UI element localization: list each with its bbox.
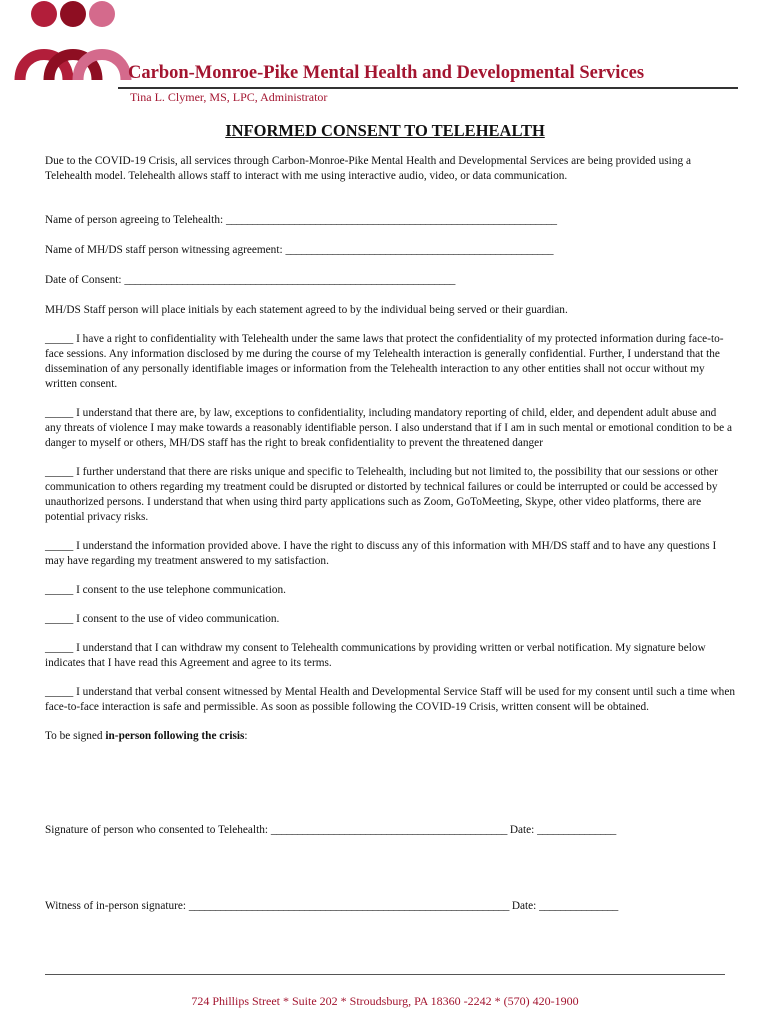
statement-video-consent [45,612,735,627]
header-divider [118,87,738,89]
initials-line[interactable]: _____ [45,584,74,596]
consent-date-label: Date of Consent: [45,274,122,286]
statement-text: I understand that I can withdraw my consent to Telehealth communications by providing written or verbal notification. My signature below indicates that I have read this Agreement and agree to its terms. [45,642,706,669]
statement-text: I understand that there are, by law, exceptions to confidentiality, including mandatory reporting of child, elder, and dependent adult abuse and any threats of violence I may make towards a reasonably identifiable person. I also understand that if I am in such mental or emotional condition to be a danger to myself or others, MH/DS staff has the right to break confidentiality to prevent the threatened danger [45,407,733,449]
statement-risks [45,465,735,525]
initials-line[interactable]: _____ [45,540,74,552]
statement-verbal-consent [45,685,735,715]
initials-line[interactable]: _____ [45,642,74,654]
witness-signature-label: Witness of in-person signature: [45,900,187,912]
statement-understanding [45,539,735,569]
witness-signature-line[interactable]: _____________________________________________________________ [188,900,510,912]
statement-confidentiality [45,332,735,392]
signing-note-emphasis: in-person following the crisis [105,730,245,742]
initials-instructions: MH/DS Staff person will place initials by each statement agreed to by the individual being served or their guardian. [45,304,568,316]
statement-text: I understand that verbal consent witnessed by Mental Health and Developmental Service Staff will be used for my consent until such a time when face-to-face interaction is safe and permissible. As soon as possible following the COVID-19 Crisis, written consent will be obtained. [45,686,735,713]
statement-text: I have a right to confidentiality with Telehealth under the same laws that protect the confidentiality of my protected information during face-to-face sessions. Any information disclosed by me during the course of my Telehealth interaction is generally confidential. Further, I understand that the dissemination of any personally identifiable images or information from the Telehealth interaction to any other entities shall not occur without my written consent. [45,333,724,390]
staff-name-label: Name of MH/DS staff person witnessing agreement: [45,244,283,256]
staff-name-field [45,243,735,258]
initials-line[interactable]: _____ [45,686,74,698]
organization-logo [14,0,132,86]
consenter-signature-line[interactable]: _____________________________________________ [270,824,508,836]
document-title: INFORMED CONSENT TO TELEHEALTH [225,121,545,140]
statement-withdraw [45,641,735,671]
consenter-signature-row [45,824,616,836]
statement-text: I further understand that there are risks unique and specific to Telehealth, including but not limited to, the possibility that our sessions or other communication to others regarding my treatment could be disrupted or distorted by technical failures or could be interrupted or could be accessed by unauthorized persons. I understand that when using third party applications such as Zoom, GoToMeeting, Skype, other video platforms, there are potential privacy risks. [45,466,718,523]
witness-signature-row [45,900,618,912]
consent-body [45,154,735,744]
witness-date-label: Date: [511,900,537,912]
consent-date-field [45,273,735,288]
administrator-line: Tina L. Clymer, MS, LPC, Administrator [130,90,328,104]
organization-name: Carbon-Monroe-Pike Mental Health and Developmental Services [128,63,645,83]
statement-exceptions [45,406,735,451]
person-name-input-line[interactable]: _______________________________________________________________ [225,214,557,226]
statement-text: I consent to the use of video communication. [76,613,280,625]
initials-line[interactable]: _____ [45,407,74,419]
footer-address: 724 Phillips Street * Suite 202 * Stroudsburg, PA 18360 -2242 * (570) 420-1900 [191,994,579,1008]
witness-date-line[interactable]: _______________ [539,900,618,912]
consenter-signature-label: Signature of person who consented to Telehealth: [45,824,268,836]
signing-note-prefix: To be signed [45,730,106,742]
statement-text: I understand the information provided above. I have the right to discuss any of this information with MH/DS staff and to have any questions I may have regarding my treatment answered to my satisfaction. [45,540,717,567]
consenter-date-label: Date: [509,824,535,836]
statement-text: I consent to the use telephone communication. [76,584,286,596]
initials-line[interactable]: _____ [45,613,74,625]
person-name-field [45,213,735,228]
signing-note [45,729,735,744]
staff-name-input-line[interactable]: ___________________________________________________ [285,244,554,256]
initials-line[interactable]: _____ [45,466,74,478]
consenter-date-line[interactable]: _______________ [537,824,616,836]
initials-line[interactable]: _____ [45,333,74,345]
footer-divider [45,974,725,975]
statement-telephone-consent [45,583,735,598]
consent-date-input-line[interactable]: _______________________________________________________________ [124,274,456,286]
signing-note-suffix: : [244,730,248,742]
intro-paragraph: Due to the COVID-19 Crisis, all services through Carbon-Monroe-Pike Mental Health and Developmental Services are being provided using a Telehealth model. Telehealth allows staff to interact with me using interactive audio, video, or data communication. [45,155,691,182]
person-name-label: Name of person agreeing to Telehealth: [45,214,224,226]
